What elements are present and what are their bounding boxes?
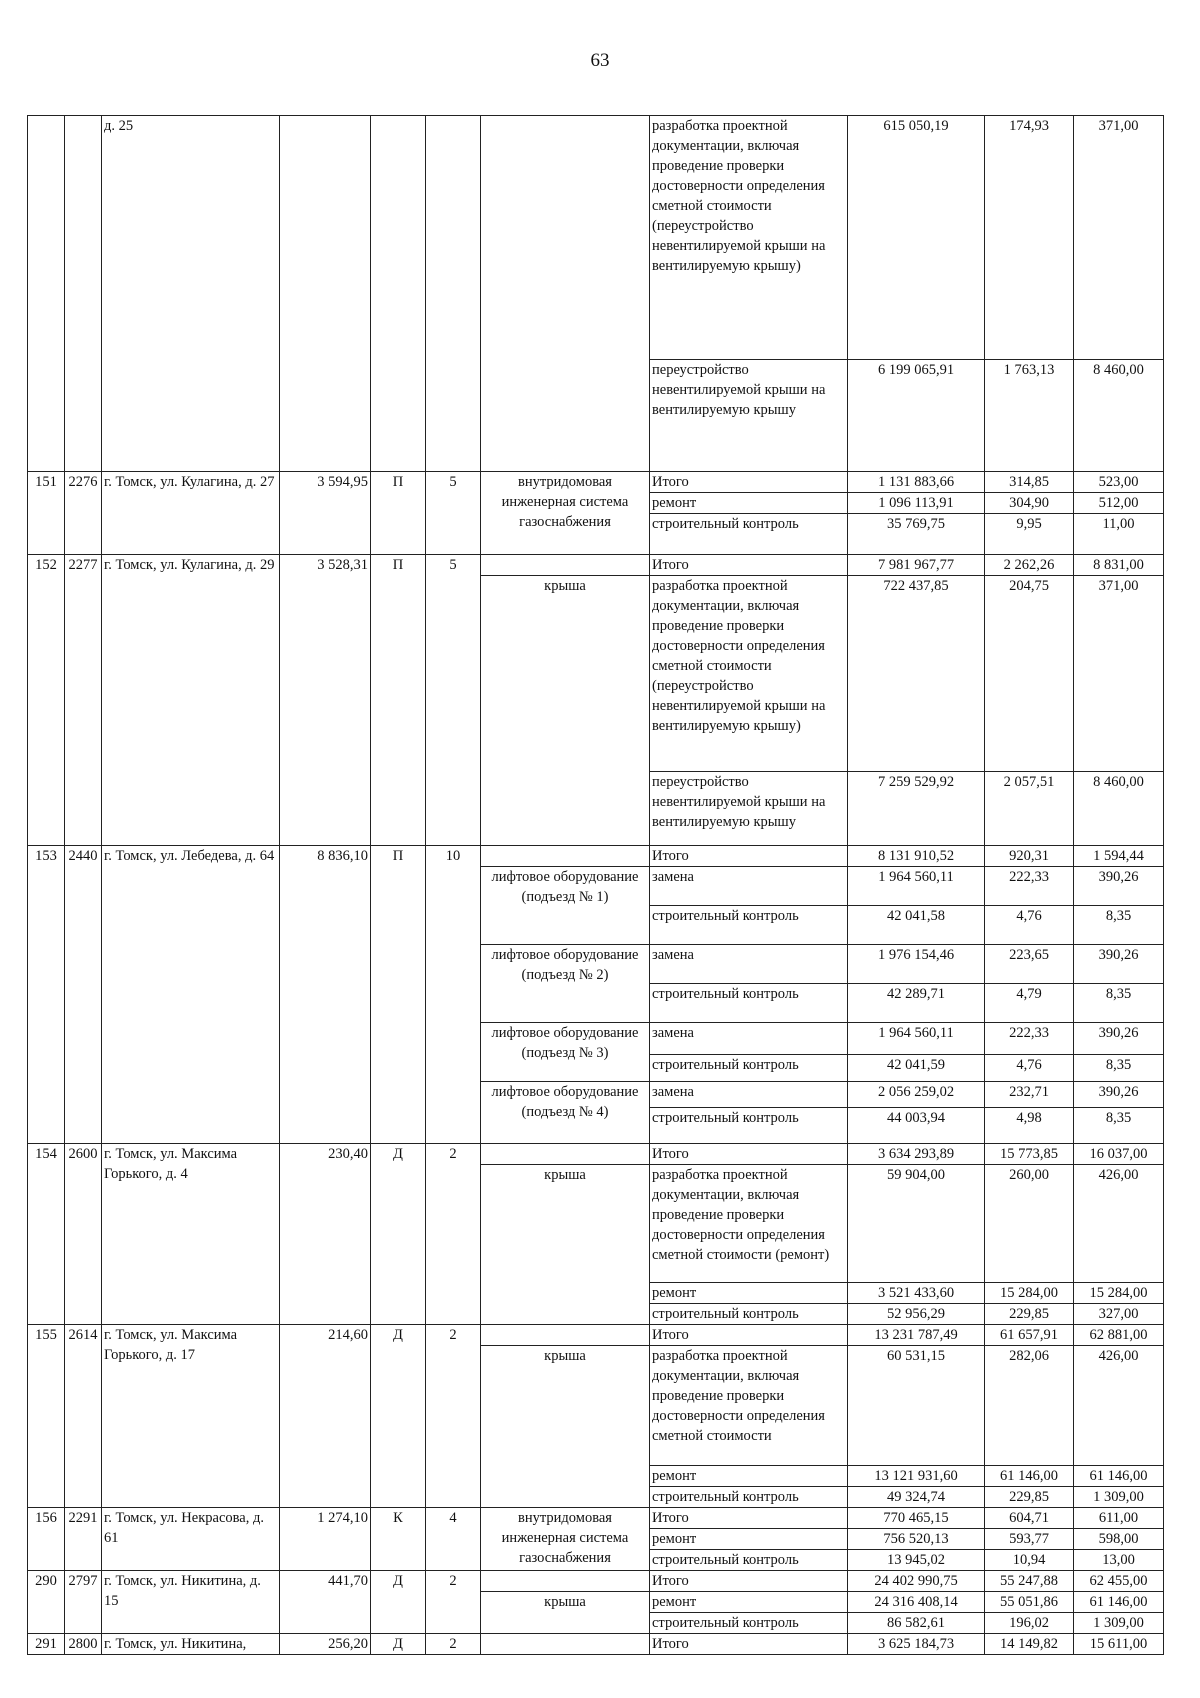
- cost-cell: 13 231 787,49: [848, 1325, 985, 1346]
- house-code: 2614: [65, 1325, 102, 1508]
- cost-cell: 35 769,75: [848, 514, 985, 555]
- max-cost-cell: 371,00: [1074, 576, 1164, 772]
- address-cell: д. 25: [102, 116, 280, 472]
- max-cost-cell: 8,35: [1074, 906, 1164, 945]
- unit-cost-cell: 260,00: [985, 1165, 1074, 1283]
- work-type-cell: ремонт: [650, 1466, 848, 1487]
- address-cell: г. Томск, ул. Максима Горького, д. 4: [102, 1144, 280, 1325]
- unit-cost-cell: 2 262,26: [985, 555, 1074, 576]
- max-cost-cell: 15 611,00: [1074, 1634, 1164, 1655]
- work-type-cell: ремонт: [650, 1592, 848, 1613]
- area-cell: 256,20: [280, 1634, 371, 1655]
- area-cell: 3 528,31: [280, 555, 371, 846]
- work-type-cell: Итого: [650, 1144, 848, 1165]
- work-type-cell: Итого: [650, 846, 848, 867]
- system-cell: лифтовое оборудование (подъезд № 1): [481, 867, 650, 945]
- cost-cell: 86 582,61: [848, 1613, 985, 1634]
- max-cost-cell: 62 455,00: [1074, 1571, 1164, 1592]
- house-code: 2600: [65, 1144, 102, 1325]
- max-cost-cell: 1 594,44: [1074, 846, 1164, 867]
- unit-cost-cell: 920,31: [985, 846, 1074, 867]
- max-cost-cell: 512,00: [1074, 493, 1164, 514]
- house-type-cell: П: [371, 555, 426, 846]
- house-type-cell: Д: [371, 1571, 426, 1634]
- max-cost-cell: 13,00: [1074, 1550, 1164, 1571]
- cost-cell: 615 050,19: [848, 116, 985, 360]
- system-cell: крыша: [481, 576, 650, 846]
- table-row: [28, 1508, 1164, 1529]
- unit-cost-cell: 282,06: [985, 1346, 1074, 1466]
- cost-cell: 44 003,94: [848, 1108, 985, 1144]
- area-cell: 3 594,95: [280, 472, 371, 555]
- table-row: [28, 1144, 1164, 1165]
- system-cell: внутридомовая инженерная система газоснабжения: [481, 1508, 650, 1571]
- work-type-cell: замена: [650, 1023, 848, 1055]
- work-type-cell: разработка проектной документации, включая проведение проверки достоверности определения сметной стоимости: [650, 1346, 848, 1466]
- cost-cell: 3 521 433,60: [848, 1283, 985, 1304]
- max-cost-cell: 8,35: [1074, 984, 1164, 1023]
- max-cost-cell: 598,00: [1074, 1529, 1164, 1550]
- unit-cost-cell: 223,65: [985, 945, 1074, 984]
- row-number: 154: [28, 1144, 65, 1325]
- max-cost-cell: 8,35: [1074, 1108, 1164, 1144]
- work-type-cell: строительный контроль: [650, 1550, 848, 1571]
- row-number: 153: [28, 846, 65, 1144]
- unit-cost-cell: 14 149,82: [985, 1634, 1074, 1655]
- work-type-cell: замена: [650, 1082, 848, 1108]
- work-type-cell: ремонт: [650, 1283, 848, 1304]
- cost-cell: 1 096 113,91: [848, 493, 985, 514]
- unit-cost-cell: 204,75: [985, 576, 1074, 772]
- address-cell: г. Томск, ул. Кулагина, д. 29: [102, 555, 280, 846]
- max-cost-cell: 11,00: [1074, 514, 1164, 555]
- max-cost-cell: 1 309,00: [1074, 1613, 1164, 1634]
- cost-cell: 60 531,15: [848, 1346, 985, 1466]
- work-type-cell: ремонт: [650, 493, 848, 514]
- max-cost-cell: 426,00: [1074, 1346, 1164, 1466]
- area-cell: 1 274,10: [280, 1508, 371, 1571]
- work-type-cell: переустройство невентилируемой крыши на вентилируемую крышу: [650, 772, 848, 846]
- work-type-cell: замена: [650, 867, 848, 906]
- work-type-cell: Итого: [650, 555, 848, 576]
- floors-cell: 5: [426, 555, 481, 846]
- table-row: [28, 846, 1164, 867]
- page-number: 63: [590, 50, 610, 71]
- cost-cell: 1 964 560,11: [848, 1023, 985, 1055]
- unit-cost-cell: 61 657,91: [985, 1325, 1074, 1346]
- work-type-cell: строительный контроль: [650, 984, 848, 1023]
- max-cost-cell: 523,00: [1074, 472, 1164, 493]
- house-type-cell: К: [371, 1508, 426, 1571]
- cost-cell: 1 976 154,46: [848, 945, 985, 984]
- max-cost-cell: 426,00: [1074, 1165, 1164, 1283]
- row-number: 156: [28, 1508, 65, 1571]
- cost-cell: 42 289,71: [848, 984, 985, 1023]
- unit-cost-cell: 196,02: [985, 1613, 1074, 1634]
- unit-cost-cell: 604,71: [985, 1508, 1074, 1529]
- max-cost-cell: 1 309,00: [1074, 1487, 1164, 1508]
- house-type-cell: Д: [371, 1634, 426, 1655]
- unit-cost-cell: 61 146,00: [985, 1466, 1074, 1487]
- work-type-cell: строительный контроль: [650, 1304, 848, 1325]
- house-code: 2797: [65, 1571, 102, 1634]
- work-type-cell: Итого: [650, 472, 848, 493]
- max-cost-cell: 327,00: [1074, 1304, 1164, 1325]
- unit-cost-cell: 229,85: [985, 1304, 1074, 1325]
- unit-cost-cell: 4,76: [985, 906, 1074, 945]
- max-cost-cell: 62 881,00: [1074, 1325, 1164, 1346]
- table-row: [28, 555, 1164, 576]
- system-cell: внутридомовая инженерная система газоснабжения: [481, 472, 650, 555]
- cost-cell: 1 964 560,11: [848, 867, 985, 906]
- max-cost-cell: 8,35: [1074, 1055, 1164, 1082]
- cost-cell: 8 131 910,52: [848, 846, 985, 867]
- work-type-cell: строительный контроль: [650, 906, 848, 945]
- max-cost-cell: 8 460,00: [1074, 360, 1164, 472]
- cost-cell: 13 945,02: [848, 1550, 985, 1571]
- max-cost-cell: 390,26: [1074, 945, 1164, 984]
- table-row: [28, 1634, 1164, 1655]
- work-type-cell: переустройство невентилируемой крыши на вентилируемую крышу: [650, 360, 848, 472]
- cost-cell: 59 904,00: [848, 1165, 985, 1283]
- cost-cell: 52 956,29: [848, 1304, 985, 1325]
- work-type-cell: Итого: [650, 1325, 848, 1346]
- max-cost-cell: 15 284,00: [1074, 1283, 1164, 1304]
- unit-cost-cell: 314,85: [985, 472, 1074, 493]
- work-type-cell: Итого: [650, 1508, 848, 1529]
- system-cell: крыша: [481, 1165, 650, 1325]
- max-cost-cell: 61 146,00: [1074, 1592, 1164, 1613]
- max-cost-cell: 611,00: [1074, 1508, 1164, 1529]
- unit-cost-cell: 222,33: [985, 867, 1074, 906]
- cost-cell: 770 465,15: [848, 1508, 985, 1529]
- work-type-cell: строительный контроль: [650, 1055, 848, 1082]
- capital-repair-table: [27, 115, 1164, 1655]
- unit-cost-cell: 304,90: [985, 493, 1074, 514]
- unit-cost-cell: 232,71: [985, 1082, 1074, 1108]
- cost-cell: 42 041,59: [848, 1055, 985, 1082]
- area-cell: 8 836,10: [280, 846, 371, 1144]
- cost-cell: 6 199 065,91: [848, 360, 985, 472]
- unit-cost-cell: 593,77: [985, 1529, 1074, 1550]
- house-code: 2440: [65, 846, 102, 1144]
- unit-cost-cell: 4,79: [985, 984, 1074, 1023]
- unit-cost-cell: 2 057,51: [985, 772, 1074, 846]
- row-number: 290: [28, 1571, 65, 1634]
- work-type-cell: Итого: [650, 1571, 848, 1592]
- cost-cell: 756 520,13: [848, 1529, 985, 1550]
- house-type-cell: Д: [371, 1325, 426, 1508]
- work-type-cell: строительный контроль: [650, 1108, 848, 1144]
- area-cell: 214,60: [280, 1325, 371, 1508]
- house-code: 2276: [65, 472, 102, 555]
- cost-cell: 1 131 883,66: [848, 472, 985, 493]
- floors-cell: 10: [426, 846, 481, 1144]
- house-type-cell: Д: [371, 1144, 426, 1325]
- system-cell: лифтовое оборудование (подъезд № 3): [481, 1023, 650, 1082]
- unit-cost-cell: 55 247,88: [985, 1571, 1074, 1592]
- floors-cell: 2: [426, 1144, 481, 1325]
- max-cost-cell: 16 037,00: [1074, 1144, 1164, 1165]
- cost-cell: 2 056 259,02: [848, 1082, 985, 1108]
- row-number: 155: [28, 1325, 65, 1508]
- row-number: 152: [28, 555, 65, 846]
- unit-cost-cell: 4,98: [985, 1108, 1074, 1144]
- system-cell: лифтовое оборудование (подъезд № 2): [481, 945, 650, 1023]
- address-cell: г. Томск, ул. Максима Горького, д. 17: [102, 1325, 280, 1508]
- house-code: 2277: [65, 555, 102, 846]
- max-cost-cell: 390,26: [1074, 1082, 1164, 1108]
- unit-cost-cell: 15 773,85: [985, 1144, 1074, 1165]
- cost-cell: 13 121 931,60: [848, 1466, 985, 1487]
- max-cost-cell: 371,00: [1074, 116, 1164, 360]
- work-type-cell: разработка проектной документации, включая проведение проверки достоверности определения сметной стоимости (переустройство невентилируемой крыши на вентилируемую крышу): [650, 576, 848, 772]
- work-type-cell: строительный контроль: [650, 1613, 848, 1634]
- floors-cell: 4: [426, 1508, 481, 1571]
- house-type-cell: П: [371, 846, 426, 1144]
- work-type-cell: ремонт: [650, 1529, 848, 1550]
- cost-cell: 3 625 184,73: [848, 1634, 985, 1655]
- house-type-cell: П: [371, 472, 426, 555]
- unit-cost-cell: 10,94: [985, 1550, 1074, 1571]
- area-cell: 230,40: [280, 1144, 371, 1325]
- floors-cell: 2: [426, 1325, 481, 1508]
- table-row: [28, 116, 1164, 360]
- system-cell: крыша: [481, 1346, 650, 1508]
- cost-cell: 24 402 990,75: [848, 1571, 985, 1592]
- floors-cell: 5: [426, 472, 481, 555]
- cost-cell: 49 324,74: [848, 1487, 985, 1508]
- unit-cost-cell: 1 763,13: [985, 360, 1074, 472]
- max-cost-cell: 61 146,00: [1074, 1466, 1164, 1487]
- address-cell: г. Томск, ул. Лебедева, д. 64: [102, 846, 280, 1144]
- unit-cost-cell: 222,33: [985, 1023, 1074, 1055]
- unit-cost-cell: 174,93: [985, 116, 1074, 360]
- unit-cost-cell: 55 051,86: [985, 1592, 1074, 1613]
- table-row: [28, 1325, 1164, 1346]
- unit-cost-cell: 9,95: [985, 514, 1074, 555]
- row-number: 151: [28, 472, 65, 555]
- work-type-cell: разработка проектной документации, включая проведение проверки достоверности определения сметной стоимости (переустройство невентилируемой крыши на вентилируемую крышу): [650, 116, 848, 360]
- table-row: [28, 1571, 1164, 1592]
- cost-cell: 42 041,58: [848, 906, 985, 945]
- work-type-cell: разработка проектной документации, включая проведение проверки достоверности определения сметной стоимости (ремонт): [650, 1165, 848, 1283]
- address-cell: г. Томск, ул. Никитина,: [102, 1634, 280, 1655]
- address-cell: г. Томск, ул. Никитина, д. 15: [102, 1571, 280, 1634]
- house-code: 2291: [65, 1508, 102, 1571]
- unit-cost-cell: 229,85: [985, 1487, 1074, 1508]
- unit-cost-cell: 4,76: [985, 1055, 1074, 1082]
- address-cell: г. Томск, ул. Некрасова, д. 61: [102, 1508, 280, 1571]
- table-row: [28, 472, 1164, 493]
- system-cell: лифтовое оборудование (подъезд № 4): [481, 1082, 650, 1144]
- cost-cell: 3 634 293,89: [848, 1144, 985, 1165]
- cost-cell: 722 437,85: [848, 576, 985, 772]
- area-cell: 441,70: [280, 1571, 371, 1634]
- floors-cell: 2: [426, 1634, 481, 1655]
- max-cost-cell: 390,26: [1074, 1023, 1164, 1055]
- cost-cell: 24 316 408,14: [848, 1592, 985, 1613]
- unit-cost-cell: 15 284,00: [985, 1283, 1074, 1304]
- work-type-cell: замена: [650, 945, 848, 984]
- max-cost-cell: 390,26: [1074, 867, 1164, 906]
- cost-cell: 7 259 529,92: [848, 772, 985, 846]
- system-cell: крыша: [481, 1592, 650, 1634]
- work-type-cell: строительный контроль: [650, 1487, 848, 1508]
- work-type-cell: строительный контроль: [650, 514, 848, 555]
- house-code: 2800: [65, 1634, 102, 1655]
- cost-cell: 7 981 967,77: [848, 555, 985, 576]
- floors-cell: 2: [426, 1571, 481, 1634]
- address-cell: г. Томск, ул. Кулагина, д. 27: [102, 472, 280, 555]
- max-cost-cell: 8 460,00: [1074, 772, 1164, 846]
- work-type-cell: Итого: [650, 1634, 848, 1655]
- row-number: 291: [28, 1634, 65, 1655]
- max-cost-cell: 8 831,00: [1074, 555, 1164, 576]
